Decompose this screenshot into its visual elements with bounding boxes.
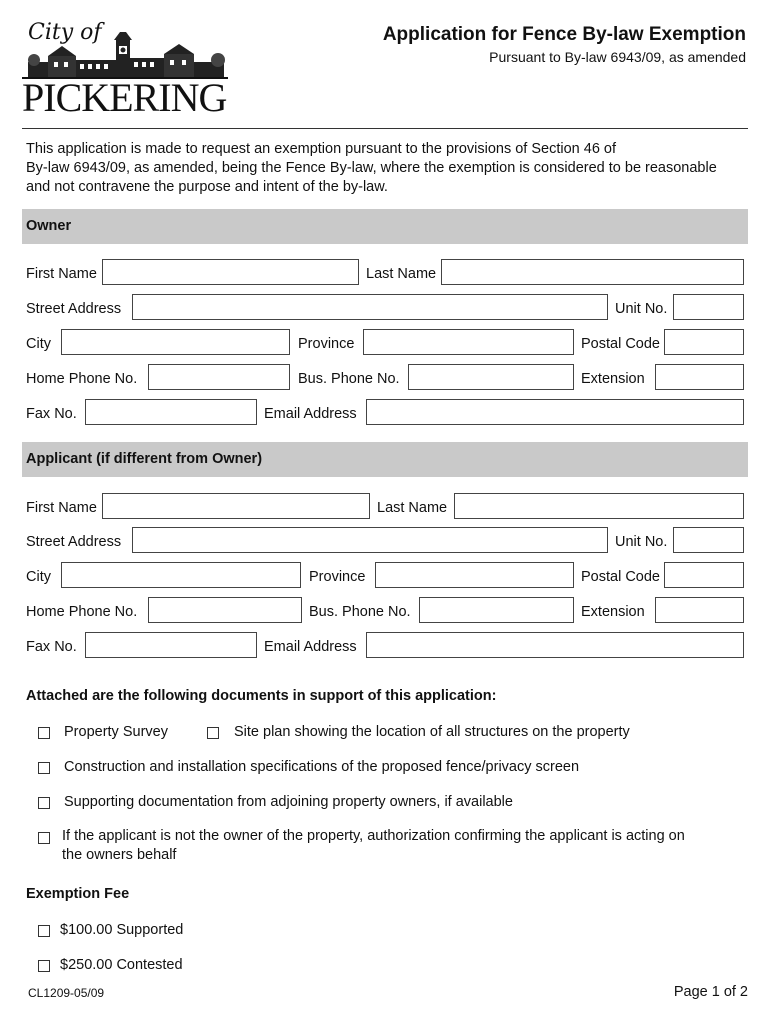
applicant-province-label: Province <box>309 569 366 585</box>
applicant-first-name-input[interactable] <box>102 493 370 519</box>
owner-province-label: Province <box>298 336 355 352</box>
owner-section-header: Owner <box>22 209 748 244</box>
owner-postal-code-input[interactable] <box>664 329 744 355</box>
owner-first-name-label: First Name <box>26 266 97 282</box>
applicant-unit-no-input[interactable] <box>673 527 744 553</box>
owner-last-name-label: Last Name <box>366 266 437 282</box>
owner-extension-label: Extension <box>581 371 645 387</box>
owner-extension-input[interactable] <box>655 364 744 390</box>
intro-line-1: This application is made to request an exemption pursuant to the provisions of Section 46 of <box>26 141 617 157</box>
owner-email-label: Email Address <box>264 406 357 422</box>
logo-city-of-text: City of <box>28 20 102 45</box>
city-of-pickering-logo <box>22 18 232 122</box>
applicant-city-label: City <box>26 569 51 585</box>
logo-pickering-text: PICKERING <box>22 75 227 120</box>
supporting-docs-checkbox[interactable] <box>38 797 50 809</box>
page-number: Page 1 of 2 <box>673 984 748 1000</box>
owner-last-name-input[interactable] <box>441 259 744 285</box>
owner-city-input[interactable] <box>61 329 290 355</box>
fee-contested-checkbox[interactable] <box>38 960 50 972</box>
property-survey-checkbox[interactable] <box>38 727 50 739</box>
documents-heading: Attached are the following documents in support of this application: <box>26 688 497 704</box>
applicant-first-name-label: First Name <box>26 500 97 516</box>
owner-street-address-input[interactable] <box>132 294 608 320</box>
authorization-label-line-1: If the applicant is not the owner of the property, authorization confirming the applicant is acting on <box>62 828 685 844</box>
applicant-street-address-input[interactable] <box>132 527 608 553</box>
applicant-extension-input[interactable] <box>655 597 744 623</box>
intro-line-3: and not contravene the purpose and intent of the by-law. <box>26 179 388 195</box>
applicant-unit-no-label: Unit No. <box>615 534 668 550</box>
owner-home-phone-label: Home Phone No. <box>26 371 138 387</box>
site-plan-checkbox[interactable] <box>207 727 219 739</box>
property-survey-label: Property Survey <box>64 724 168 740</box>
fee-supported-checkbox[interactable] <box>38 925 50 937</box>
applicant-email-label: Email Address <box>264 639 357 655</box>
owner-province-input[interactable] <box>363 329 574 355</box>
owner-home-phone-input[interactable] <box>148 364 290 390</box>
construction-specs-checkbox[interactable] <box>38 762 50 774</box>
applicant-bus-phone-input[interactable] <box>419 597 574 623</box>
fee-contested-label: $250.00 Contested <box>60 957 183 973</box>
applicant-bus-phone-label: Bus. Phone No. <box>309 604 411 620</box>
applicant-city-input[interactable] <box>61 562 301 588</box>
owner-email-input[interactable] <box>366 399 744 425</box>
applicant-street-address-label: Street Address <box>26 534 122 550</box>
header-divider <box>22 128 748 129</box>
owner-postal-code-label: Postal Code <box>581 336 660 352</box>
applicant-home-phone-input[interactable] <box>148 597 302 623</box>
applicant-email-input[interactable] <box>366 632 744 658</box>
applicant-home-phone-label: Home Phone No. <box>26 604 138 620</box>
applicant-fax-label: Fax No. <box>26 639 77 655</box>
exemption-fee-heading: Exemption Fee <box>26 886 130 902</box>
supporting-docs-label: Supporting documentation from adjoining property owners, if available <box>64 794 513 810</box>
applicant-province-input[interactable] <box>375 562 574 588</box>
owner-unit-no-input[interactable] <box>673 294 744 320</box>
intro-line-2: By-law 6943/09, as amended, being the Fence By-law, where the exemption is considered to be reasonable <box>26 160 717 176</box>
owner-fax-input[interactable] <box>85 399 257 425</box>
construction-specs-label: Construction and installation specifications of the proposed fence/privacy screen <box>64 759 580 775</box>
page-subtitle: Pursuant to By-law 6943/09, as amended <box>489 49 746 65</box>
form-code: CL1209-05/09 <box>28 986 105 1000</box>
applicant-fax-input[interactable] <box>85 632 257 658</box>
applicant-postal-code-input[interactable] <box>664 562 744 588</box>
owner-city-label: City <box>26 336 51 352</box>
applicant-last-name-label: Last Name <box>377 500 448 516</box>
page-title: Application for Fence By-law Exemption <box>382 24 746 45</box>
fee-supported-label: $100.00 Supported <box>60 922 184 938</box>
applicant-section-header: Applicant (if different from Owner) <box>22 442 748 477</box>
owner-unit-no-label: Unit No. <box>615 301 668 317</box>
applicant-extension-label: Extension <box>581 604 645 620</box>
site-plan-label: Site plan showing the location of all structures on the property <box>234 724 630 740</box>
applicant-postal-code-label: Postal Code <box>581 569 660 585</box>
applicant-last-name-input[interactable] <box>454 493 744 519</box>
authorization-checkbox[interactable] <box>38 832 50 844</box>
owner-bus-phone-input[interactable] <box>408 364 574 390</box>
owner-fax-label: Fax No. <box>26 406 77 422</box>
owner-street-address-label: Street Address <box>26 301 122 317</box>
owner-bus-phone-label: Bus. Phone No. <box>298 371 400 387</box>
owner-first-name-input[interactable] <box>102 259 359 285</box>
authorization-label-line-2: the owners behalf <box>62 847 177 863</box>
